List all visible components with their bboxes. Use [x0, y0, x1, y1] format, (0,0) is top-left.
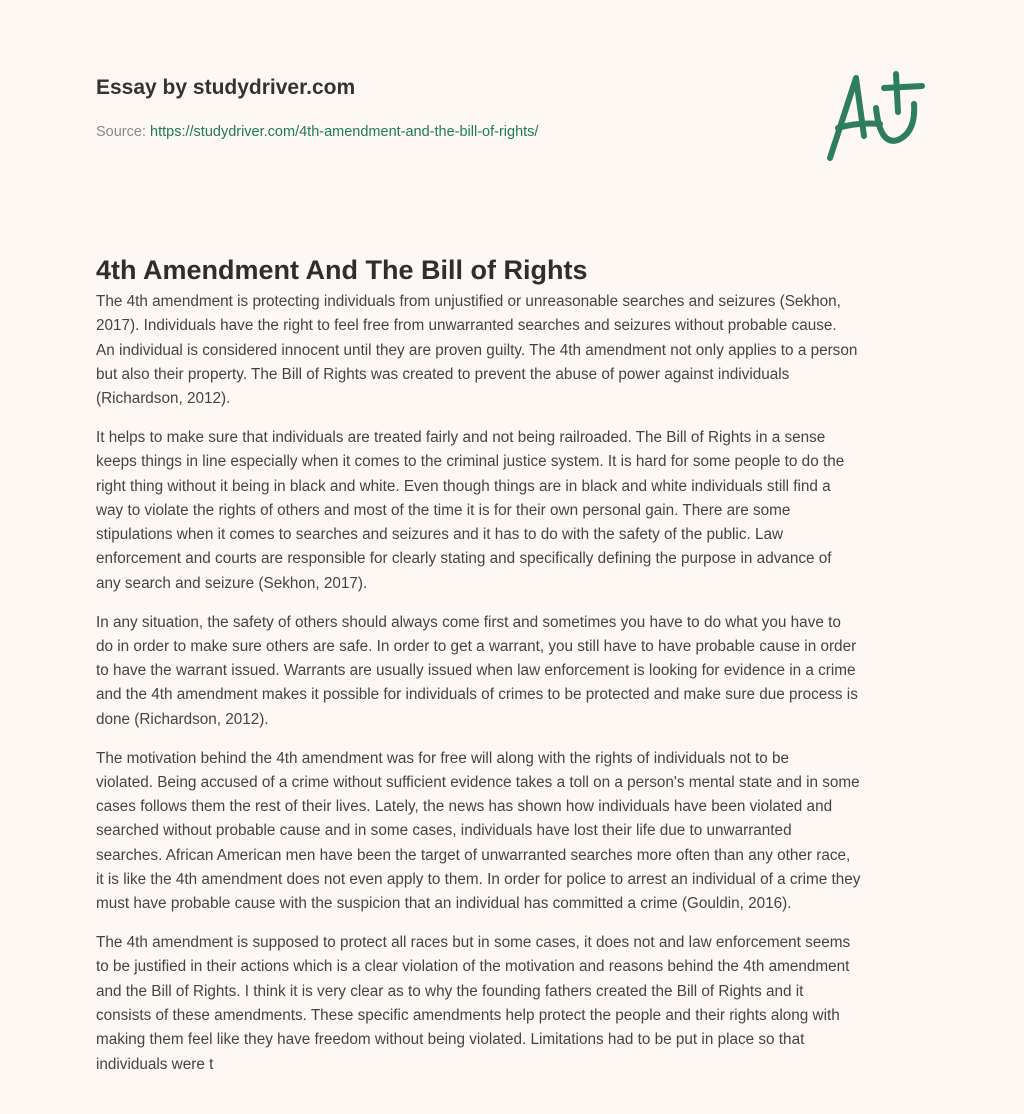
paragraph-line: to be justified in their actions which is a clear violation of the motivation and reasons behind the 4th amendment — [96, 958, 850, 976]
essay-paragraph — [96, 747, 936, 917]
paragraph-line: The motivation behind the 4th amendment was for free will along with the rights of individuals not to be — [96, 749, 789, 767]
paragraph-line: individuals were t — [96, 1055, 214, 1073]
paragraph-line: and the Bill of Rights. I think it is very clear as to why the founding fathers created the Bill of Rights and it — [96, 982, 804, 1000]
paragraph-line: In any situation, the safety of others should always come first and sometimes you have to do what you have to — [96, 613, 841, 631]
paragraph-line: done (Richardson, 2012). — [96, 710, 269, 728]
paragraph-line: The 4th amendment is supposed to protect all races but in some cases, it does not and law enforcement seems — [96, 934, 851, 952]
paragraph-line: do in order to make sure others are safe. In order to get a warrant, you still have to have probable cause in order — [96, 637, 857, 655]
paragraph-line: The 4th amendment is protecting individuals from unjustified or unreasonable searches and seizures (Sekhon, — [96, 293, 841, 310]
essay-paragraph — [96, 426, 936, 596]
essay-paragraph — [96, 290, 936, 411]
paragraph-line: making them feel like they have freedom without being violated. Limitations had to be put in place so that — [96, 1031, 805, 1049]
paragraph-line: An individual is considered innocent until they are proven guilty. The 4th amendment not only applies to a person — [96, 341, 858, 359]
source-label: Source: — [96, 124, 146, 140]
paragraph-line: but also their property. The Bill of Rights was created to prevent the abuse of power against individuals — [96, 365, 790, 383]
paragraph-line: enforcement and courts are responsible for clearly stating and specifically defining the purpose in advance of — [96, 550, 832, 568]
paragraph-line: violated. Being accused of a crime without sufficient evidence takes a toll on a person's mental state and in some — [96, 773, 860, 791]
paragraph-line: keeps things in line especially when it comes to the criminal justice system. It is hard for some people to do the — [96, 453, 845, 471]
essay-title: 4th Amendment And The Bill of Rights — [96, 255, 588, 285]
source-link[interactable]: https://studydriver.com/4th-amendment-and-the-bill-of-rights/ — [150, 124, 539, 140]
paragraph-line: searched without probable cause and in some cases, individuals have lost their life due to unwarranted — [96, 822, 792, 840]
paragraph-line: it is like the 4th amendment does not even apply to them. In order for police to arrest an individual of a crime they — [96, 871, 861, 889]
paragraph-line: to have the warrant issued. Warrants are usually issued when law enforcement is looking for evidence in a crime — [96, 662, 856, 680]
paragraph-line: way to violate the rights of others and most of the time it is for their own personal gain. There are some — [96, 501, 791, 519]
paragraph-line: right thing without it being in black and white. Even though things are in black and white individuals still find a — [96, 477, 831, 495]
essay-body — [96, 290, 936, 1091]
paragraph-line: consists of these amendments. These specific amendments help protect the people and their rights along with — [96, 1007, 840, 1025]
paragraph-line: cases follows them the rest of their lives. Lately, the news has shown how individuals have been violated and — [96, 798, 833, 816]
paragraph-line: searches. African American men have been the target of unwarranted searches more often than any other race, — [96, 846, 851, 864]
paragraph-line: stipulations when it comes to searches and seizures and it has to do with the safety of the public. Law — [96, 526, 784, 544]
paragraph-line: must have probable cause with the suspicion that an individual has committed a crime (Gouldin, 2016). — [96, 895, 792, 913]
essay-paragraph — [96, 931, 936, 1077]
essay-paragraph — [96, 611, 936, 732]
paragraph-line: and the 4th amendment makes it possible for individuals of crimes to be protected and make sure due process is — [96, 686, 858, 704]
a-plus-logo — [818, 66, 928, 166]
paragraph-line: It helps to make sure that individuals are treated fairly and not being railroaded. The Bill of Rights in a sense — [96, 428, 826, 446]
site-header-title: Essay by studydriver.com — [96, 76, 356, 99]
paragraph-line: any search and seizure (Sekhon, 2017). — [96, 574, 368, 592]
source-line — [96, 124, 538, 140]
paragraph-line: (Richardson, 2012). — [96, 390, 231, 408]
paragraph-line: 2017). Individuals have the right to feel free from unwarranted searches and seizures without probable cause. — [96, 317, 837, 335]
